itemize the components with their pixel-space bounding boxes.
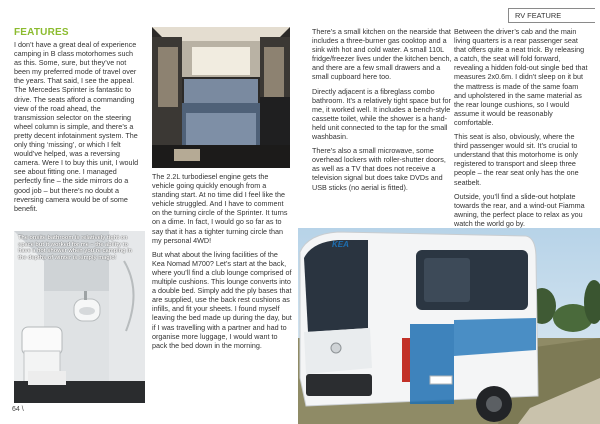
column-1 — [14, 40, 142, 218]
van-logo: KEA — [332, 240, 349, 249]
paragraph: There’s also a small microwave, some overhead lockers with roller-shutter doors, as well as a TV that does not receive a television signal but does take DVDs and USB sticks (no aerial is fitted). — [312, 146, 446, 192]
paragraph: Between the driver’s cab and the main living quarters is a rear passenger seat that offers quite a neat trick. By releasing a catch, the seat will fold forward, revealing a hidden fold-out single bed that measures 2x0.6m. I didn’t sleep on it but the mattress is made of the same foam and upholstered in the same material as the rear lounge cushions, so I would assume it would be reasonably comfortable. — [454, 27, 588, 127]
paragraph: This seat is also, obviously, where the third passenger would sit. It’s crucial to understand that this motorhome is only registered to transport and sleep three people – the rear seat only has the one seatbelt. — [454, 132, 579, 187]
paragraph: I don’t have a great deal of experience camping in B class motorhomes such as this. Some, sure, but they’ve not been my preferred mode of travel over the years. That said, I see the appeal. The Mercedes Sprinter is fantastic to drive. The seats afford a commanding view of the road ahead, the transmission selector on the steering wheel column is simple, and there’s a pretty decent infotainment system. The only thing ‘missing’, or which I felt would’ve helped, was a reversing camera. Were I to buy this unit, I would see about fitting one. I managed perfectly fine – the side mirrors do a good job – but there’s no doubt a reversing camera would be of some benefit. — [14, 40, 139, 213]
page-number: 64 \ — [12, 406, 24, 413]
paragraph: The 2.2L turbodiesel engine gets the vehicle going quickly enough from a standing start. At no time did I feel like the vehicle struggled. And I have to comment on the turning circle of the Sprinter. It turns on a dime. In fact, I would go so far as to say that it has a tighter turning circle than my personal 4WD! — [152, 172, 288, 245]
photo-caption: The onsite bathroom is relatively tight on space but it worked for me – the ability to have a hot shower when you’re camping in the depths of winter is simply magic! — [18, 235, 133, 261]
column-4 — [454, 27, 590, 233]
section-heading: FEATURES — [14, 27, 69, 38]
section-tag: RV FEATURE — [508, 8, 595, 23]
paragraph: There’s a small kitchen on the nearside that includes a three-burner gas cooktop and a sink with hot and cold water. A small 110L fridge/freezer lives under the kitchen bench, and there are a few small drawers and a small cupboard here too. — [312, 27, 452, 82]
column-3 — [312, 27, 452, 197]
interior-photo — [152, 27, 290, 168]
van-exterior-photo — [298, 228, 600, 424]
paragraph: Outside, you’ll find a slide-out hotplate towards the rear, and a wind-out Fiamma awning, the perfect place to relax as you watch the world go by. — [454, 191, 585, 228]
paragraph: Directly adjacent is a fibreglass combo bathroom. It’s a relatively tight space but for me, it worked well. It includes a bench-style cassette toilet, while the shower is a hand-held unit connected to the tap for the small washbasin. — [312, 86, 451, 142]
column-2 — [152, 172, 292, 355]
paragraph: But what about the living facilities of the Kea Nomad M700? Let’s start at the back, where you’ll find a club lounge comprised of multiple cushions. This lounge converts into a double bed. Simply add the ply bases that are supplied, use the back rest cushions as infills, and fit your sheets. I found myself leaving the bed made up during the day, but if I was travelling with a partner and had to organise more luggage, I would want to pack the bed down in the morning. — [152, 249, 292, 350]
